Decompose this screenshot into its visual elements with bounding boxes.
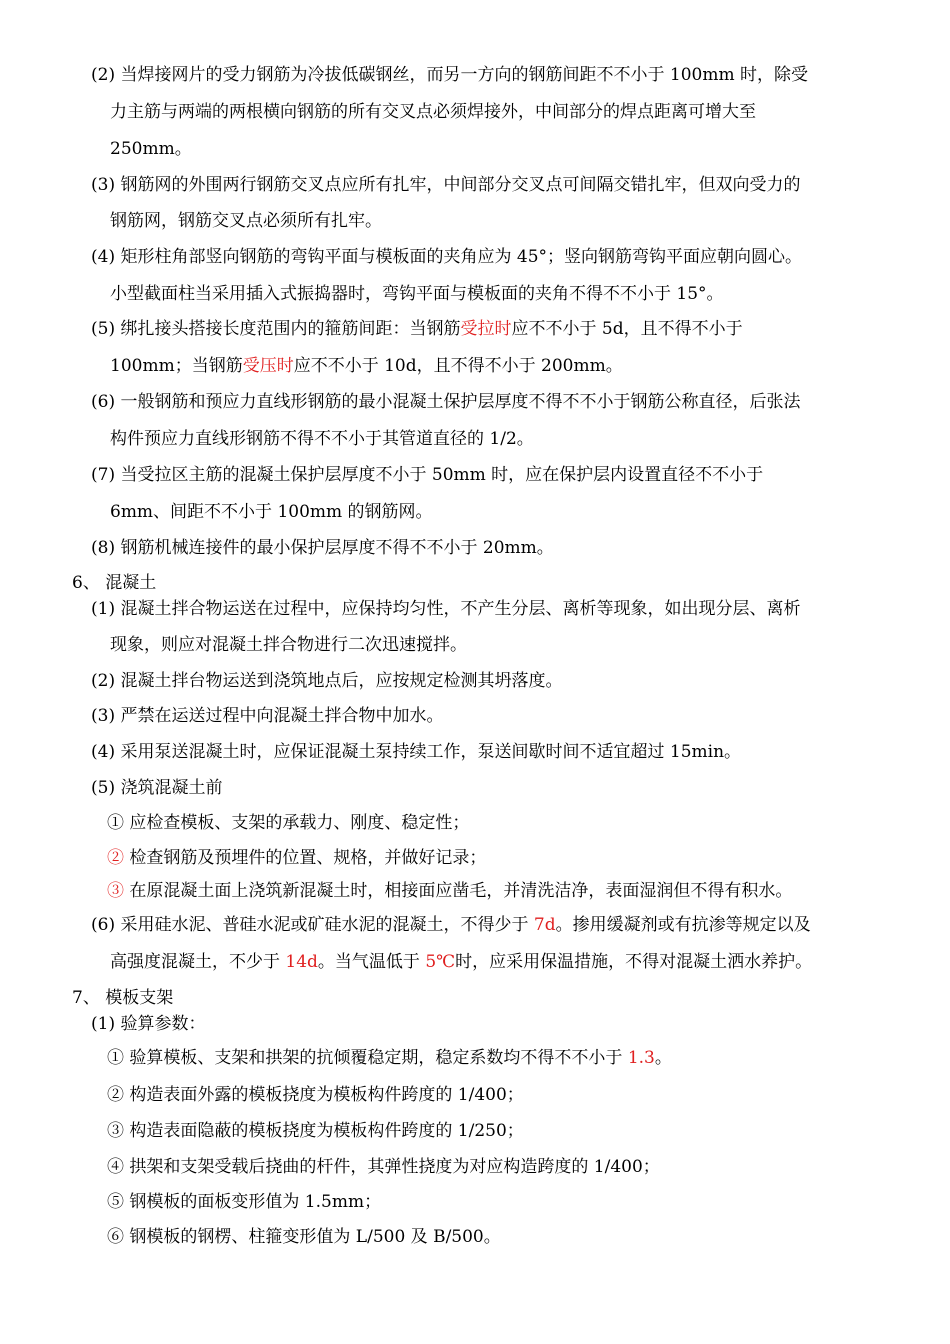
rebar-item-5-line-1: [91, 317, 743, 341]
rebar-item-2-line-3: 250mm。: [110, 139, 192, 159]
sub-2-text: 检查钢筋及预埋件的位置、规格，并做好记录；: [124, 848, 487, 868]
formwork-sub-5: ⑤ 钢模板的面板变形值为 1.5mm；: [107, 1192, 382, 1212]
rebar-item-4-line-2: 小型截面柱当采用插入式振捣器时，弯钩平面与模板面的夹角不得不不小于 15°。: [110, 284, 724, 304]
compression-highlight: 受压时: [242, 356, 294, 376]
concrete-item-5-sub-3: [107, 879, 792, 903]
concrete-item-6-line-1: [91, 913, 811, 937]
sub-3-marker: ③: [107, 881, 124, 901]
tension-highlight: 受拉时: [460, 319, 512, 339]
rebar-item-5-text-d: 应不不小于 10d，且不得不小于 200mm。: [293, 356, 623, 376]
concrete-item-5-sub-1: ① 应检查模板、支架的承载力、刚度、稳定性；: [107, 813, 470, 833]
rebar-item-5-text-b: 应不不小于 5d，且不得不小于: [511, 319, 743, 339]
formwork-heading: 7、 模板支架: [72, 988, 174, 1008]
concrete-item-6-text-b: 。掺用缓凝剂或有抗渗等规定以及: [555, 915, 811, 935]
concrete-item-6-line-2: [110, 950, 812, 974]
concrete-item-1-line-2: 现象，则应对混凝土拌合物进行二次迅速搅拌。: [110, 635, 467, 655]
concrete-item-2: (2) 混凝土拌台物运送到浇筑地点后，应按规定检测其坍落度。: [91, 671, 563, 691]
concrete-heading: 6、 混凝土: [72, 573, 157, 593]
concrete-item-3: (3) 严禁在运送过程中向混凝土拌合物中加水。: [91, 706, 444, 726]
sub-2-marker: ②: [107, 848, 124, 868]
formwork-item-1-title: (1) 验算参数：: [91, 1014, 206, 1034]
concrete-item-5-sub-2: [107, 846, 486, 870]
rebar-item-2-line-1: (2) 当焊接网片的受力钢筋为冷拔低碳钢丝，而另一方向的钢筋间距不不小于 100mm 时，除受: [91, 65, 808, 85]
rebar-item-2-line-2: 力主筋与两端的两根横向钢筋的所有交叉点必须焊接外，中间部分的焊点距离可增大至: [110, 102, 756, 122]
rebar-item-6-line-2: 构件预应力直线形钢筋不得不不小于其管道直径的 1/2。: [110, 429, 534, 449]
rebar-item-3-line-1: (3) 钢筋网的外围两行钢筋交叉点应所有扎牢，中间部分交叉点可间隔交错扎牢，但双向受力的: [91, 175, 801, 195]
curing-14d-highlight: 14d: [285, 952, 318, 972]
rebar-item-5-text-a: (5) 绑扎接头搭接长度范围内的箍筋间距：当钢筋: [91, 319, 461, 339]
formwork-sub-6: ⑥ 钢模板的钢楞、柱箍变形值为 L/500 及 B/500。: [107, 1227, 501, 1247]
stability-factor-highlight: 1.3: [627, 1048, 655, 1068]
formwork-sub-3: ③ 构造表面隐蔽的模板挠度为模板构件跨度的 1/250；: [107, 1121, 524, 1141]
sub-3-text: 在原混凝土面上浇筑新混凝土时，相接面应凿毛，并清洗洁净，表面湿润但不得有积水。: [124, 881, 793, 901]
formwork-sub-1-text-b: 。: [654, 1048, 672, 1068]
rebar-item-5-text-c: 100mm；当钢筋: [110, 356, 243, 376]
concrete-item-4: (4) 采用泵送混凝土时，应保证混凝土泵持续工作，泵送间歇时间不适宜超过 15min。: [91, 742, 742, 762]
concrete-item-1-line-1: (1) 混凝土拌合物运送在过程中，应保持均匀性，不产生分层、离析等现象，如出现分层、离析: [91, 599, 801, 619]
rebar-item-5-line-2: [110, 354, 623, 378]
curing-7d-highlight: 7d: [533, 915, 556, 935]
formwork-sub-2: ② 构造表面外露的模板挠度为模板构件跨度的 1/400；: [107, 1085, 524, 1105]
concrete-item-6-text-c: 高强度混凝土，不少于: [110, 952, 286, 972]
concrete-item-6-text-d: 。当气温低于: [317, 952, 426, 972]
rebar-item-6-line-1: (6) 一般钢筋和预应力直线形钢筋的最小混凝土保护层厚度不得不不小于钢筋公称直径，后张法: [91, 392, 801, 412]
rebar-item-4-line-1: (4) 矩形柱角部竖向钢筋的弯钩平面与模板面的夹角应为 45°；竖向钢筋弯钩平面应朝向圆心。: [91, 247, 803, 267]
concrete-item-6-text-e: 时，应采用保温措施，不得对混凝土洒水养护。: [455, 952, 813, 972]
formwork-sub-1: [107, 1046, 672, 1070]
concrete-item-6-text-a: (6) 采用硅水泥、普硅水泥或矿硅水泥的混凝土，不得少于: [91, 915, 534, 935]
formwork-sub-4: ④ 拱架和支架受载后挠曲的杆件，其弹性挠度为对应构造跨度的 1/400；: [107, 1157, 660, 1177]
rebar-item-8-line-1: (8) 钢筋机械连接件的最小保护层厚度不得不不小于 20mm。: [91, 538, 554, 558]
rebar-item-3-line-2: 钢筋网，钢筋交叉点必须所有扎牢。: [110, 211, 382, 231]
temperature-highlight: 5℃: [425, 952, 456, 972]
rebar-item-7-line-1: (7) 当受拉区主筋的混凝土保护层厚度不小于 50mm 时，应在保护层内设置直径不不小于: [91, 465, 764, 485]
formwork-sub-1-text-a: ① 验算模板、支架和拱架的抗倾覆稳定期，稳定系数均不得不不小于: [107, 1048, 628, 1068]
rebar-item-7-line-2: 6mm、间距不不小于 100mm 的钢筋网。: [110, 502, 433, 522]
concrete-item-5-title: (5) 浇筑混凝土前: [91, 778, 223, 798]
